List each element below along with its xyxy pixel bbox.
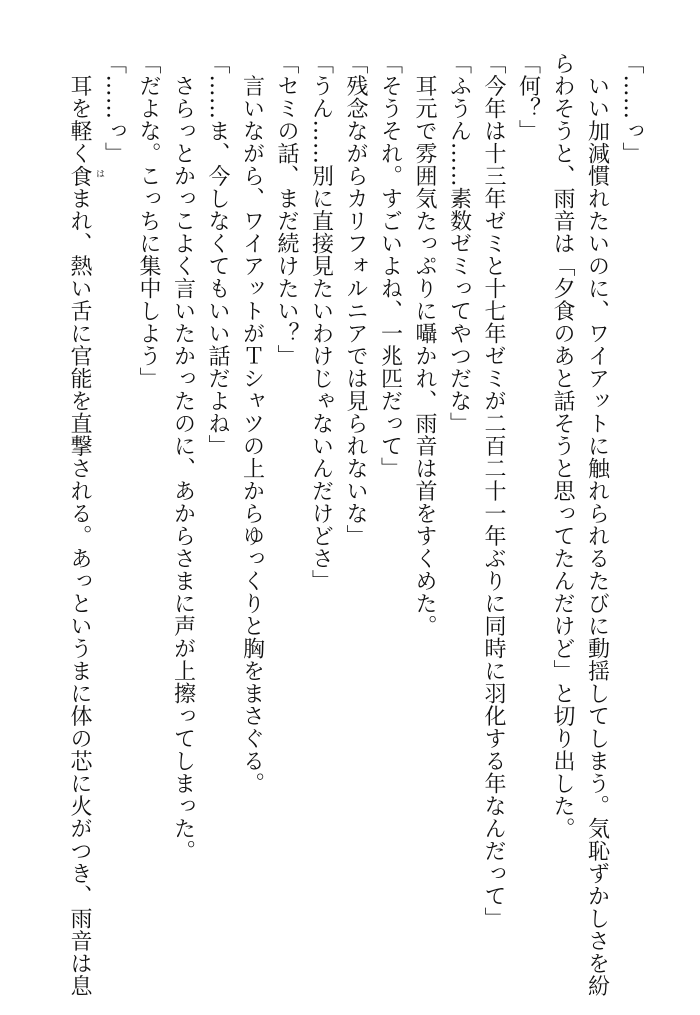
ruby-group xyxy=(67,164,104,188)
text-line-7: 耳元で雰囲気たっぷりに囁かれ、雨音は首をすくめた。 xyxy=(412,52,437,637)
text-line-17-before: 耳を軽く xyxy=(67,52,92,165)
text-line-11: 「セミの話、まだ続けたい？」 xyxy=(274,52,299,367)
text-line-16: 「……っ」 xyxy=(101,52,127,165)
text-line-14: さらっとかっこよく言いたかったのに、あからさまに声が上擦ってしまった。 xyxy=(170,52,196,862)
text-line-17-after: まれ、熱い舌に官能を直撃される。あっというまに体の芯に火がつき、雨音は息 xyxy=(67,187,92,997)
text-line-9: 「残念ながらカリフォルニアでは見られないな」 xyxy=(343,52,368,547)
ruby-annotation: は xyxy=(94,168,104,178)
vertical-text-body xyxy=(62,52,649,997)
text-line-2: いい加減慣れたいのに、ワイアットに触れられるたびに動揺してしまう。気恥ずかしさを紛 xyxy=(584,52,610,997)
text-line-8: 「そうそれ。すごいよね、一兆匹だって」 xyxy=(377,52,403,480)
text-line-15: 「だよな。こっちに集中しよう」 xyxy=(136,52,161,390)
text-line-4: 「何？」 xyxy=(515,52,541,142)
text-line-1: 「……っ」 xyxy=(619,52,644,165)
text-line-3: らわそうと、雨音は「夕食のあと話そうと思ってたんだけど」と切り出した。 xyxy=(550,52,575,840)
text-line-13: 「……ま、今しなくてもいい話だよね」 xyxy=(205,52,230,457)
text-line-6: 「ふうん……素数ゼミってやつだな」 xyxy=(446,52,472,435)
text-line-10: 「うん……別に直接見たいわけじゃないんだけどさ」 xyxy=(308,52,334,592)
text-line-17 xyxy=(62,52,104,997)
ruby-base: 食 xyxy=(67,164,92,187)
text-line-5: 「今年は十三年ゼミと十七年ゼミが二百二十一年ぶりに同時に羽化する年なんだって」 xyxy=(481,52,506,930)
text-line-12: 言いながら、ワイアットがＴシャツの上からゆっくりと胸をまさぐる。 xyxy=(239,52,265,795)
